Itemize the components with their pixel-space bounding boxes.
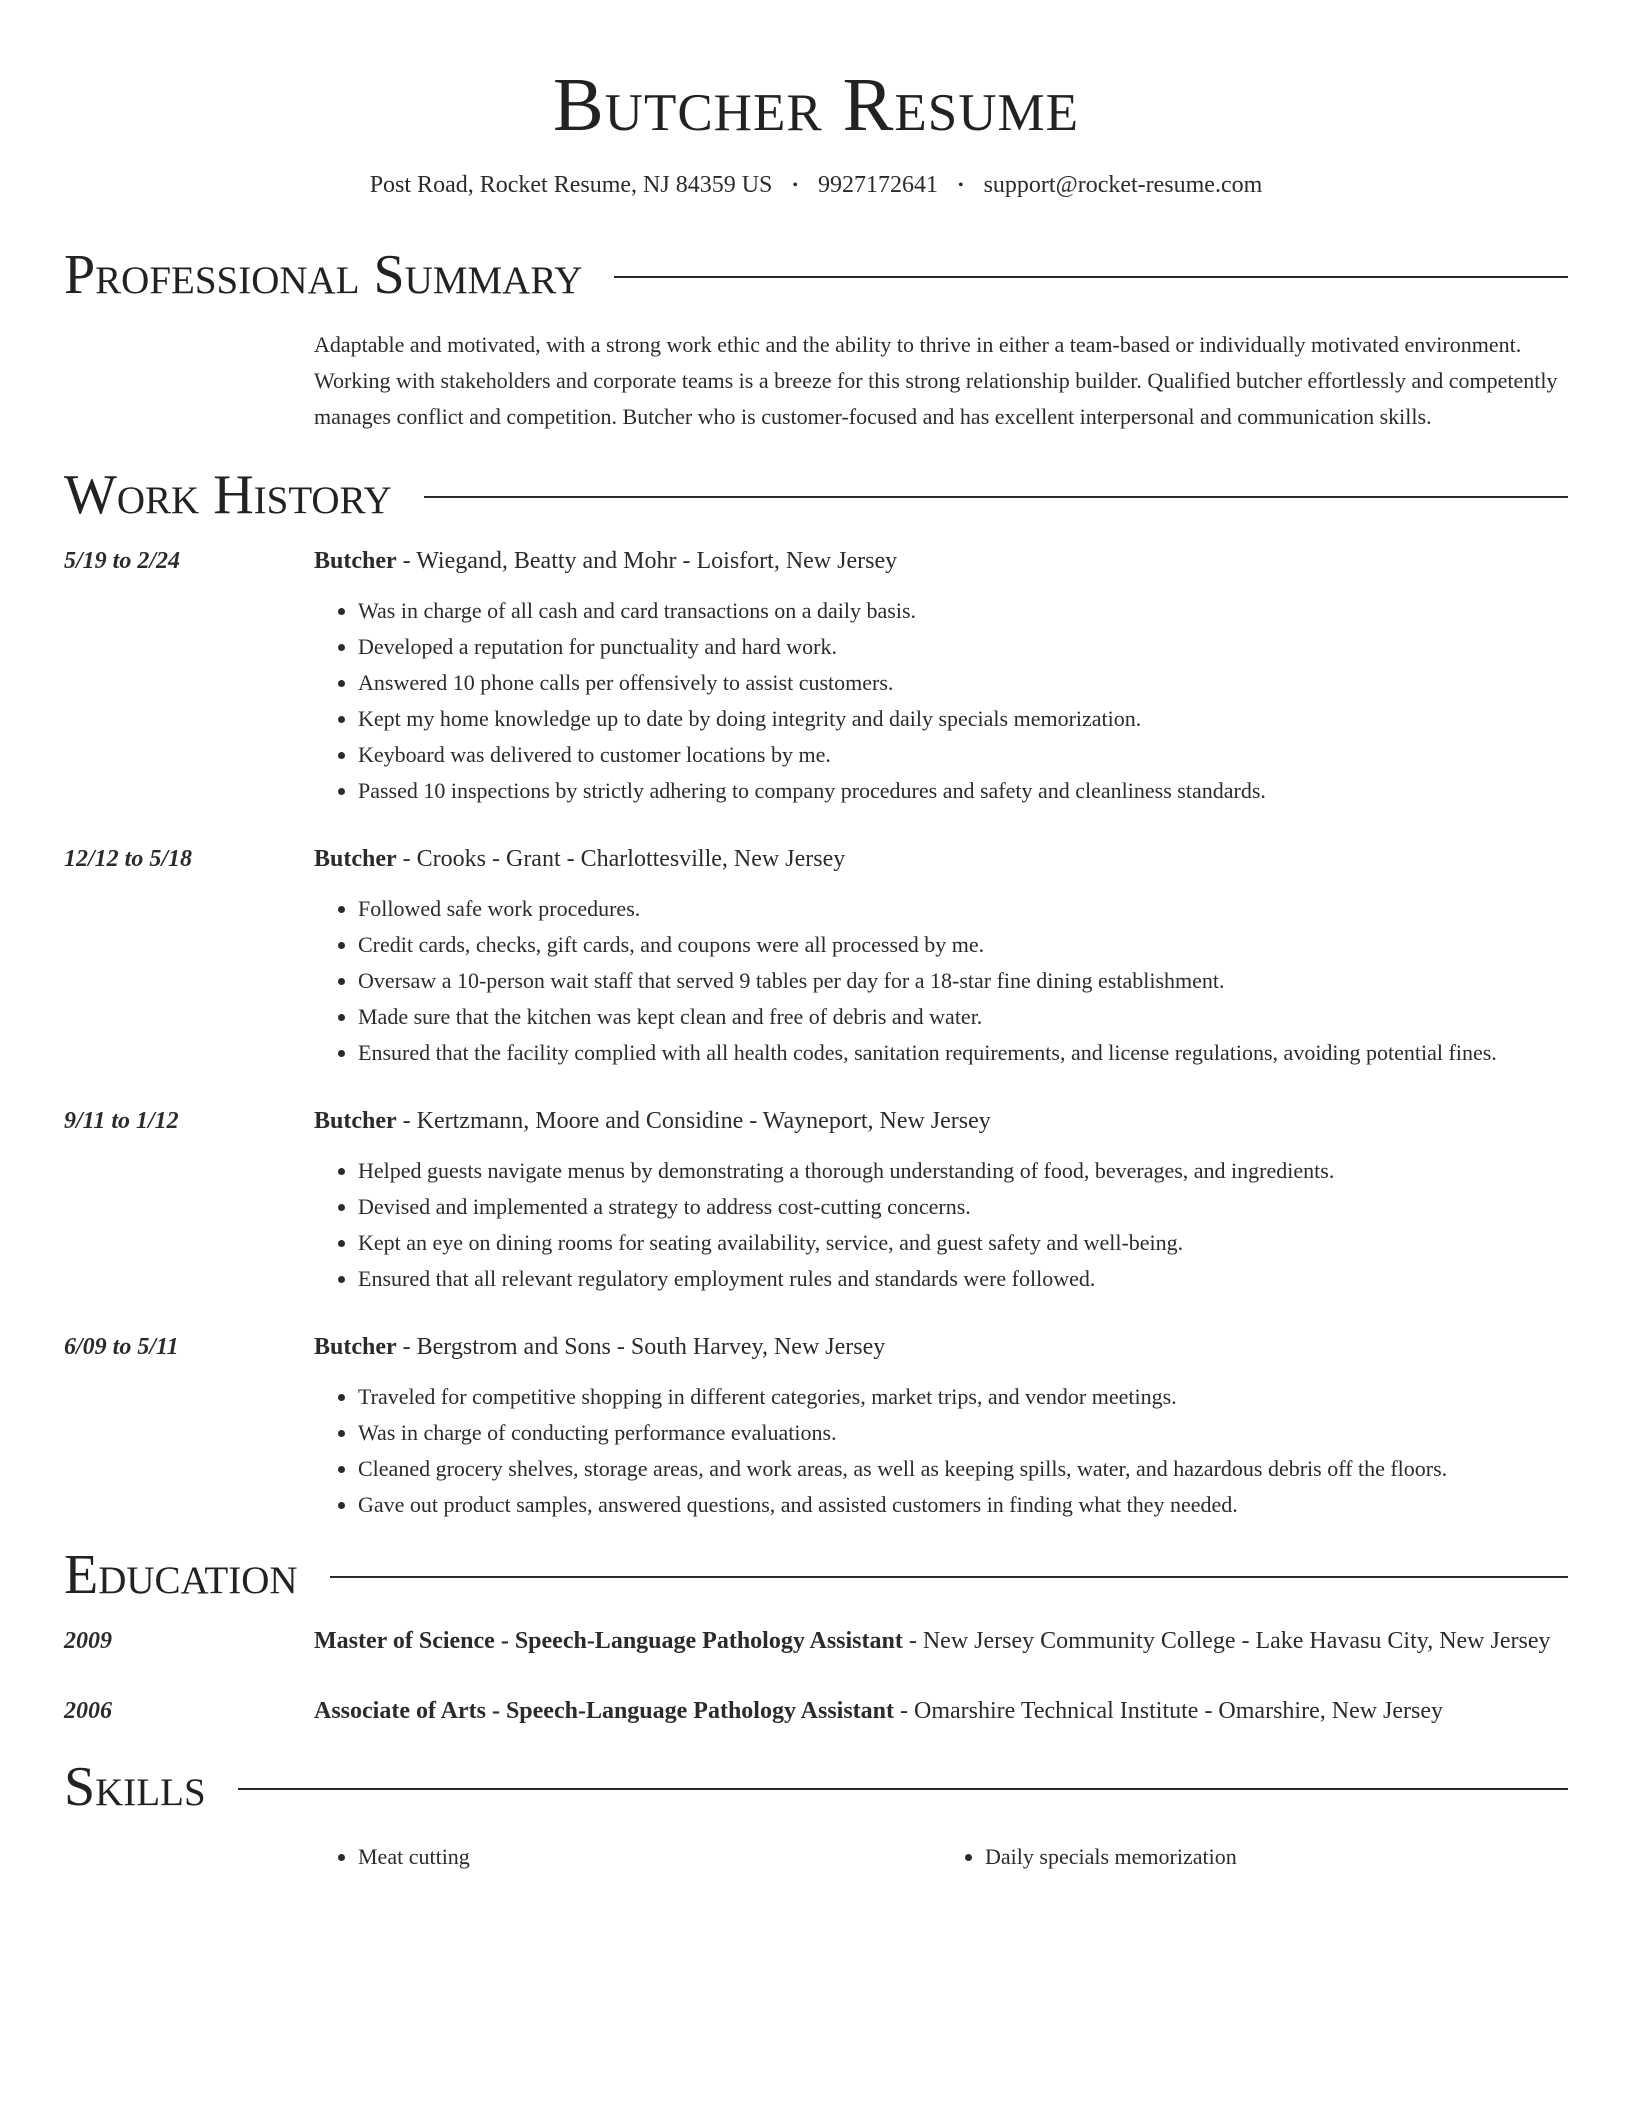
- job-heading: [314, 839, 1568, 879]
- contact-separator: •: [957, 177, 964, 194]
- work-history-list: [64, 541, 1568, 1523]
- work-section-title: Work History: [64, 464, 392, 526]
- education-degree: Master of Science - Speech-Language Pathology Assistant: [314, 1628, 903, 1654]
- job-bullet: • Ensured that the facility complied with all health codes, sanitation requirements, and license regulations, avoiding potential fines.: [358, 1035, 1568, 1071]
- education-details: - Omarshire Technical Institute - Omarshire, New Jersey: [894, 1698, 1444, 1724]
- job-bullet: • Helped guests navigate menus by demonstrating a thorough understanding of food, beverages, and ingredients.: [358, 1153, 1568, 1189]
- skills-section-title: Skills: [64, 1756, 206, 1818]
- skills-list: [314, 1839, 1568, 1875]
- job-content: [314, 839, 1568, 1071]
- job-entry: [64, 1101, 1568, 1297]
- skill-item: • Meat cutting: [358, 1839, 941, 1875]
- job-bullet: • Devised and implemented a strategy to address cost-cutting concerns.: [358, 1189, 1568, 1225]
- job-dates: 9/11 to 1/12: [64, 1108, 179, 1134]
- job-dates: 5/19 to 2/24: [64, 548, 181, 574]
- job-bullet: • Developed a reputation for punctuality and hard work.: [358, 629, 1568, 665]
- job-bullet: • Was in charge of all cash and card transactions on a daily basis.: [358, 593, 1568, 629]
- education-year: 2009: [64, 1628, 112, 1654]
- job-title: Butcher: [314, 846, 397, 872]
- education-details: - New Jersey Community College - Lake Havasu City, New Jersey: [902, 1628, 1551, 1654]
- job-dates: 6/09 to 5/11: [64, 1334, 179, 1360]
- job-bullet: • Followed safe work procedures.: [358, 891, 1568, 927]
- job-bullet: • Made sure that the kitchen was kept clean and free of debris and water.: [358, 999, 1568, 1035]
- contact-phone: 9927172641: [817, 172, 938, 198]
- skills-column-left: [314, 1839, 941, 1875]
- section-divider: [424, 496, 1568, 498]
- job-bullets: [314, 1153, 1568, 1297]
- job-title: Butcher: [314, 1334, 397, 1360]
- job-dates: 12/12 to 5/18: [64, 846, 193, 872]
- resume-title: Butcher Resume: [552, 63, 1079, 147]
- job-bullet: • Credit cards, checks, gift cards, and coupons were all processed by me.: [358, 927, 1568, 963]
- job-bullet: • Ensured that all relevant regulatory employment rules and standards were followed.: [358, 1261, 1568, 1297]
- job-bullets: [314, 1379, 1568, 1523]
- job-title: Butcher: [314, 548, 397, 574]
- job-content: [314, 1101, 1568, 1297]
- education-content: [314, 1621, 1568, 1661]
- job-bullet: • Answered 10 phone calls per offensively to assist customers.: [358, 665, 1568, 701]
- education-year: 2006: [64, 1698, 112, 1724]
- summary-section-title: Professional Summary: [64, 244, 583, 306]
- job-bullet: • Gave out product samples, answered questions, and assisted customers in finding what they needed.: [358, 1487, 1568, 1523]
- skills-section-header: [64, 1755, 1568, 1819]
- job-heading: [314, 541, 1568, 581]
- section-divider: [238, 1788, 1568, 1790]
- job-entry: [64, 839, 1568, 1071]
- job-heading: [314, 1327, 1568, 1367]
- job-bullets: [314, 891, 1568, 1071]
- summary-section-header: [64, 243, 1568, 307]
- section-divider: [614, 276, 1568, 278]
- summary-text: Adaptable and motivated, with a strong work ethic and the ability to thrive in either a team-based or individually motivated environment. Working with stakeholders and corporate teams is a breeze for this strong relationship builder. Qualified butcher effortlessly and competently manages conflict and competition. Butcher who is customer-focused and has excellent interpersonal and communication skills.: [314, 332, 1558, 429]
- resume-page: [64, 0, 1568, 1875]
- education-content: [314, 1691, 1568, 1731]
- education-section-header: [64, 1543, 1568, 1607]
- job-bullet: • Cleaned grocery shelves, storage areas, and work areas, as well as keeping spills, water, and hazardous debris off the floors.: [358, 1451, 1568, 1487]
- job-bullets: [314, 593, 1568, 809]
- contact-email: support@rocket-resume.com: [983, 172, 1263, 198]
- skills-column-right: [941, 1839, 1568, 1875]
- work-section-header: [64, 463, 1568, 527]
- job-title: Butcher: [314, 1108, 397, 1134]
- job-heading: [314, 1101, 1568, 1141]
- education-degree: Associate of Arts - Speech-Language Pathology Assistant: [314, 1698, 894, 1724]
- job-details: - Kertzmann, Moore and Considine - Wayneport, New Jersey: [396, 1108, 991, 1134]
- education-list: [64, 1621, 1568, 1731]
- contact-address: Post Road, Rocket Resume, NJ 84359 US: [369, 172, 773, 198]
- job-bullet: • Kept an eye on dining rooms for seating availability, service, and guest safety and well-being.: [358, 1225, 1568, 1261]
- job-bullet: • Traveled for competitive shopping in different categories, market trips, and vendor meetings.: [358, 1379, 1568, 1415]
- job-entry: [64, 1327, 1568, 1523]
- section-divider: [330, 1576, 1568, 1578]
- education-entry: [64, 1691, 1568, 1731]
- job-content: [314, 1327, 1568, 1523]
- skill-item: • Daily specials memorization: [985, 1839, 1568, 1875]
- job-bullet: • Was in charge of conducting performance evaluations.: [358, 1415, 1568, 1451]
- job-bullet: • Keyboard was delivered to customer locations by me.: [358, 737, 1568, 773]
- contact-line: [64, 170, 1568, 203]
- job-details: - Wiegand, Beatty and Mohr - Loisfort, New Jersey: [396, 548, 898, 574]
- job-details: - Crooks - Grant - Charlottesville, New Jersey: [396, 846, 846, 872]
- job-content: [314, 541, 1568, 809]
- education-entry: [64, 1621, 1568, 1661]
- job-details: - Bergstrom and Sons - South Harvey, New Jersey: [396, 1334, 886, 1360]
- job-bullet: • Passed 10 inspections by strictly adhering to company procedures and safety and cleanliness standards.: [358, 773, 1568, 809]
- education-section-title: Education: [64, 1544, 298, 1606]
- job-bullet: • Kept my home knowledge up to date by doing integrity and daily specials memorization.: [358, 701, 1568, 737]
- contact-separator: •: [792, 177, 798, 194]
- job-bullet: • Oversaw a 10-person wait staff that served 9 tables per day for a 18-star fine dining establishment.: [358, 963, 1568, 999]
- job-entry: [64, 541, 1568, 809]
